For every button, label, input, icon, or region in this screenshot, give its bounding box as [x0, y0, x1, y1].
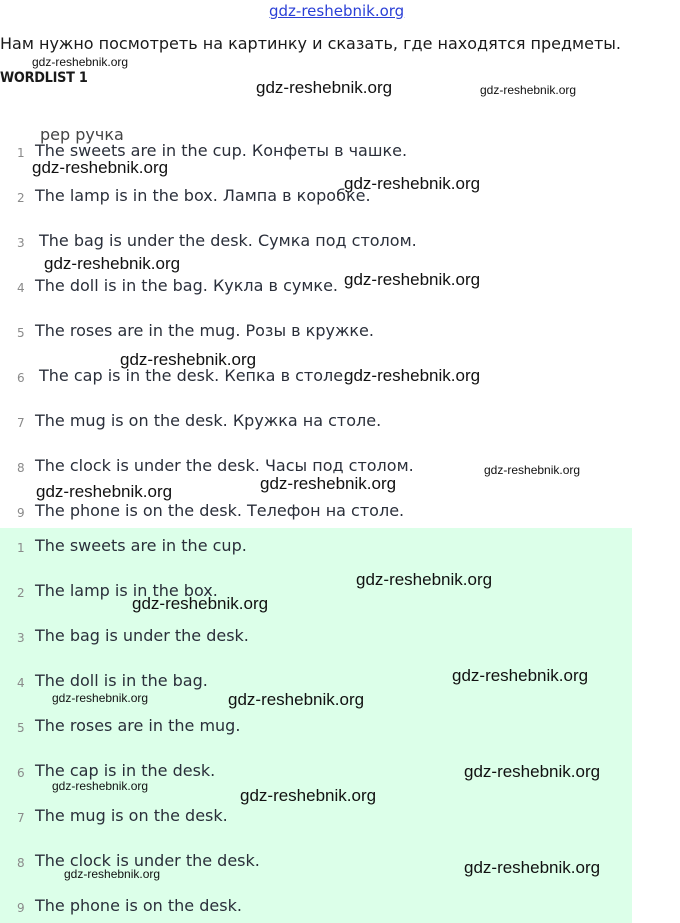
list-item-text: The sweets are in the cup. — [35, 536, 247, 555]
list-item-number: 8 — [17, 856, 25, 870]
list-item-number: 9 — [17, 901, 25, 915]
list-item-text: The clock is under the desk. Часы под столом. — [35, 456, 414, 475]
list-item-number: 1 — [17, 541, 25, 555]
watermark: gdz-reshebnik.org — [120, 350, 257, 369]
watermark: gdz-reshebnik.org — [356, 570, 493, 589]
site-header-link[interactable]: gdz-reshebnik.org — [269, 2, 405, 20]
watermark: gdz-reshebnik.org — [256, 78, 393, 97]
list-item-number: 7 — [17, 416, 25, 430]
watermark: gdz-reshebnik.org — [64, 867, 161, 881]
watermark: gdz-reshebnik.org — [32, 158, 169, 177]
list-item-text: The bag is under the desk. Сумка под столом. — [39, 231, 417, 250]
list-item-number: 3 — [17, 236, 25, 250]
list-item-number: 5 — [17, 326, 25, 340]
list-item-number: 2 — [17, 586, 25, 600]
list-item-text: The lamp is in the box. Лампа в коробке. — [35, 186, 371, 205]
list-item-text: The lamp is in the box. — [35, 581, 218, 600]
list-item-number: 1 — [17, 146, 25, 160]
watermark: gdz-reshebnik.org — [44, 254, 181, 273]
list-item-number: 9 — [17, 506, 25, 520]
watermark: gdz-reshebnik.org — [36, 482, 173, 501]
list-item-text: The clock is under the desk. — [35, 851, 260, 870]
list-item-text: The cap is in the desk. Кепка в столе. — [39, 366, 349, 385]
watermark: gdz-reshebnik.org — [484, 463, 581, 477]
watermark: gdz-reshebnik.org — [260, 474, 397, 493]
list-item-text: The doll is in the bag. — [35, 671, 208, 690]
list-item-number: 8 — [17, 461, 25, 475]
cropped-text: рер ручка — [40, 125, 124, 144]
wordlist-title: WORDLIST 1 — [0, 70, 88, 86]
list-item-text: The roses are in the mug. Розы в кружке. — [35, 321, 374, 340]
list-item-number: 6 — [17, 371, 25, 385]
list-item-text: The phone is on the desk. Телефон на столе. — [35, 501, 405, 520]
watermark: gdz-reshebnik.org — [344, 174, 481, 193]
list-item-number: 2 — [17, 191, 25, 205]
watermark: gdz-reshebnik.org — [344, 366, 481, 385]
list-item-text: The doll is in the bag. Кукла в сумке. — [35, 276, 338, 295]
list-item-number: 7 — [17, 811, 25, 825]
list-item-number: 5 — [17, 721, 25, 735]
list-item-text: The mug is on the desk. Кружка на столе. — [35, 411, 382, 430]
watermark: gdz-reshebnik.org — [452, 666, 589, 685]
list-item-text: The bag is under the desk. — [35, 626, 249, 645]
watermark: gdz-reshebnik.org — [240, 786, 377, 805]
list-item-number: 3 — [17, 631, 25, 645]
list-item-number: 4 — [17, 281, 25, 295]
watermark: gdz-reshebnik.org — [52, 691, 149, 705]
intro-text: Нам нужно посмотреть на картинку и сказать, где находятся предметы. — [0, 34, 622, 53]
list-item-number: 6 — [17, 766, 25, 780]
watermark: gdz-reshebnik.org — [464, 762, 601, 781]
list-item-text: The roses are in the mug. — [35, 716, 241, 735]
list-item-text: The phone is on the desk. — [35, 896, 242, 915]
list-item-number: 4 — [17, 676, 25, 690]
watermark: gdz-reshebnik.org — [132, 594, 269, 613]
watermark: gdz-reshebnik.org — [228, 690, 365, 709]
watermark: gdz-reshebnik.org — [464, 858, 601, 877]
list-item-text: The sweets are in the cup. Конфеты в чашке. — [35, 141, 408, 160]
watermark: gdz-reshebnik.org — [344, 270, 481, 289]
watermark: gdz-reshebnik.org — [32, 55, 129, 69]
watermark: gdz-reshebnik.org — [480, 83, 577, 97]
watermark: gdz-reshebnik.org — [52, 779, 149, 793]
list-item-text: The cap is in the desk. — [35, 761, 216, 780]
list-item-text: The mug is on the desk. — [35, 806, 228, 825]
